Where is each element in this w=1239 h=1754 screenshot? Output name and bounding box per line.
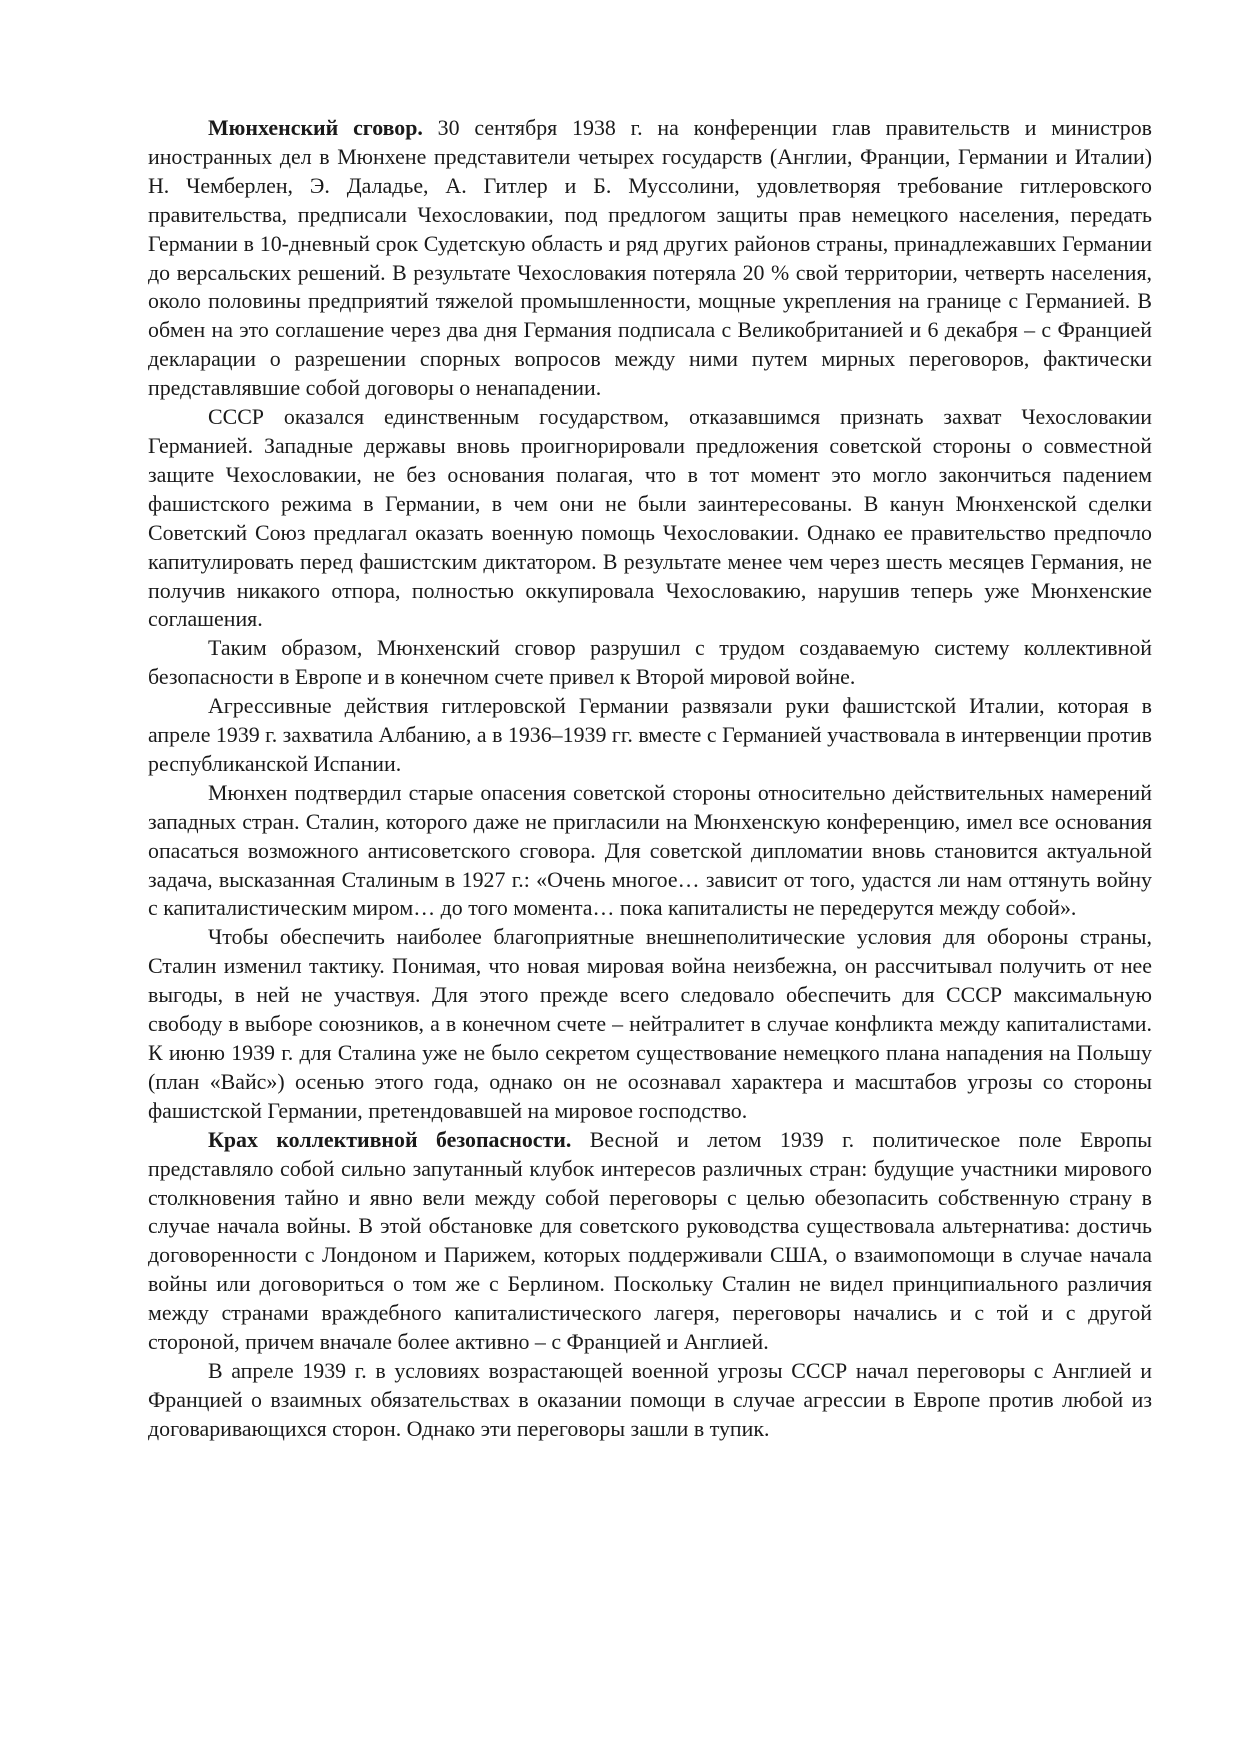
paragraph-text: Чтобы обеспечить наиболее благоприятные внешнеполитические условия для обороны страны, Сталин изменил тактику. Понимая, что новая мировая война неизбежна, он рассчитывал получить от нее выгоды, в ней не участвуя. Для этого прежде всего следовало обеспечить для СССР максимальную свободу в выборе союзников, а в конечном счете – нейтралитет в случае конфликта между капиталистами. К июню 1939 г. для Сталина уже не было секретом существование немецкого плана нападения на Польшу (план «Вайс») осенью этого года, однако он не осознавал характера и масштабов угрозы со стороны фашистской Германии, претендовавшей на мировое господство. [148, 924, 1152, 1123]
paragraph-collective-security-destroyed [148, 634, 1152, 692]
paragraph-april-negotiations [148, 1357, 1152, 1444]
paragraph-text: В апреле 1939 г. в условиях возрастающей военной угрозы СССР начал переговоры с Англией и Францией о взаимных обязательствах в оказании помощи в случае агрессии в Европе против любой из договаривающихся сторон. Однако эти переговоры зашли в тупик. [148, 1357, 1152, 1441]
paragraph-text: Весной и летом 1939 г. политическое поле Европы представляло собой сильно запутанный клубок интересов различных стран: будущие участники мирового столкновения тайно и явно вели между собой переговоры с целью обезопасить собственную страну в случае начала войны. В этой обстановке для советского руководства существовала альтернатива: достичь договоренности с Лондоном и Парижем, которых поддерживали США, о взаимопомощи в случае начала войны или договориться о том же с Берлином. Поскольку Сталин не видел принципиального различия между странами враждебного капиталистического лагеря, переговоры начались и с той и с другой стороной, причем вначале более активно – с Францией и Англией. [148, 1126, 1152, 1355]
paragraph-soviet-fears [148, 779, 1152, 924]
section-heading: Крах коллективной безопасности. [208, 1126, 572, 1152]
paragraph-text: 30 сентября 1938 г. на конференции глав правительств и министров иностранных дел в Мюнхене представители четырех государств (Англии, Франции, Германии и Италии) Н. Чемберлен, Э. Даладье, А. Гитлер и Б. Муссолини, удовлетворяя требование гитлеровского правительства, предписали Чехословакии, под предлогом защиты прав немецкого населения, передать Германии в 10-дневный срок Судетскую область и ряд других районов страны, принадлежавших Германии до версальских решений. В результате Чехословакия потеряла 20 % свой территории, четверть населения, около половины предприятий тяжелой промышленности, мощные укрепления на границе с Германией. В обмен на это соглашение через два дня Германия подписала с Великобританией и 6 декабря – с Францией декларации о разрешении спорных вопросов между ними путем мирных переговоров, фактически представлявшие собой договоры о ненападении. [148, 115, 1152, 401]
paragraph-text: Таким образом, Мюнхенский сговор разрушил с трудом создаваемую систему коллективной безопасности в Европе и в конечном счете привел к Второй мировой войне. [148, 635, 1152, 690]
document-page [148, 114, 1152, 1444]
paragraph-ussr-position [148, 403, 1152, 634]
paragraph-text: СССР оказался единственным государством, отказавшимся признать захват Чехословакии Германией. Западные державы вновь проигнорировали предложения советской стороны о совместной защите Чехословакии, не без основания полагая, что в тот момент это могло закончиться падением фашистского режима в Германии, в чем они не были заинтересованы. В канун Мюнхенской сделки Советский Союз предлагал оказать военную помощь Чехословакии. Однако ее правительство предпочло капитулировать перед фашистским диктатором. В результате менее чем через шесть месяцев Германия, не получив никакого отпора, полностью оккупировала Чехословакию, нарушив теперь уже Мюнхенские соглашения. [148, 404, 1152, 632]
paragraph-collapse-collective-security [148, 1126, 1152, 1357]
paragraph-text: Агрессивные действия гитлеровской Германии развязали руки фашистской Италии, которая в апреле 1939 г. захватила Албанию, а в 1936–1939 гг. вместе с Германией участвовала в интервенции против республиканской Испании. [148, 693, 1152, 776]
paragraph-stalin-tactics [148, 923, 1152, 1125]
paragraph-italy-aggression [148, 692, 1152, 779]
section-heading: Мюнхенский сговор. [208, 115, 423, 140]
paragraph-munich-agreement [148, 114, 1152, 403]
paragraph-text: Мюнхен подтвердил старые опасения советской стороны относительно действительных намерений западных стран. Сталин, которого даже не пригласили на Мюнхенскую конференцию, имел все основания опасаться возможного антисоветского сговора. Для советской дипломатии вновь становится актуальной задача, высказанная Сталиным в 1927 г.: «Очень многое… зависит от того, удастся ли нам оттянуть войну с капиталистическим миром… до того момента… пока капиталисты не передерутся между собой». [148, 779, 1152, 921]
